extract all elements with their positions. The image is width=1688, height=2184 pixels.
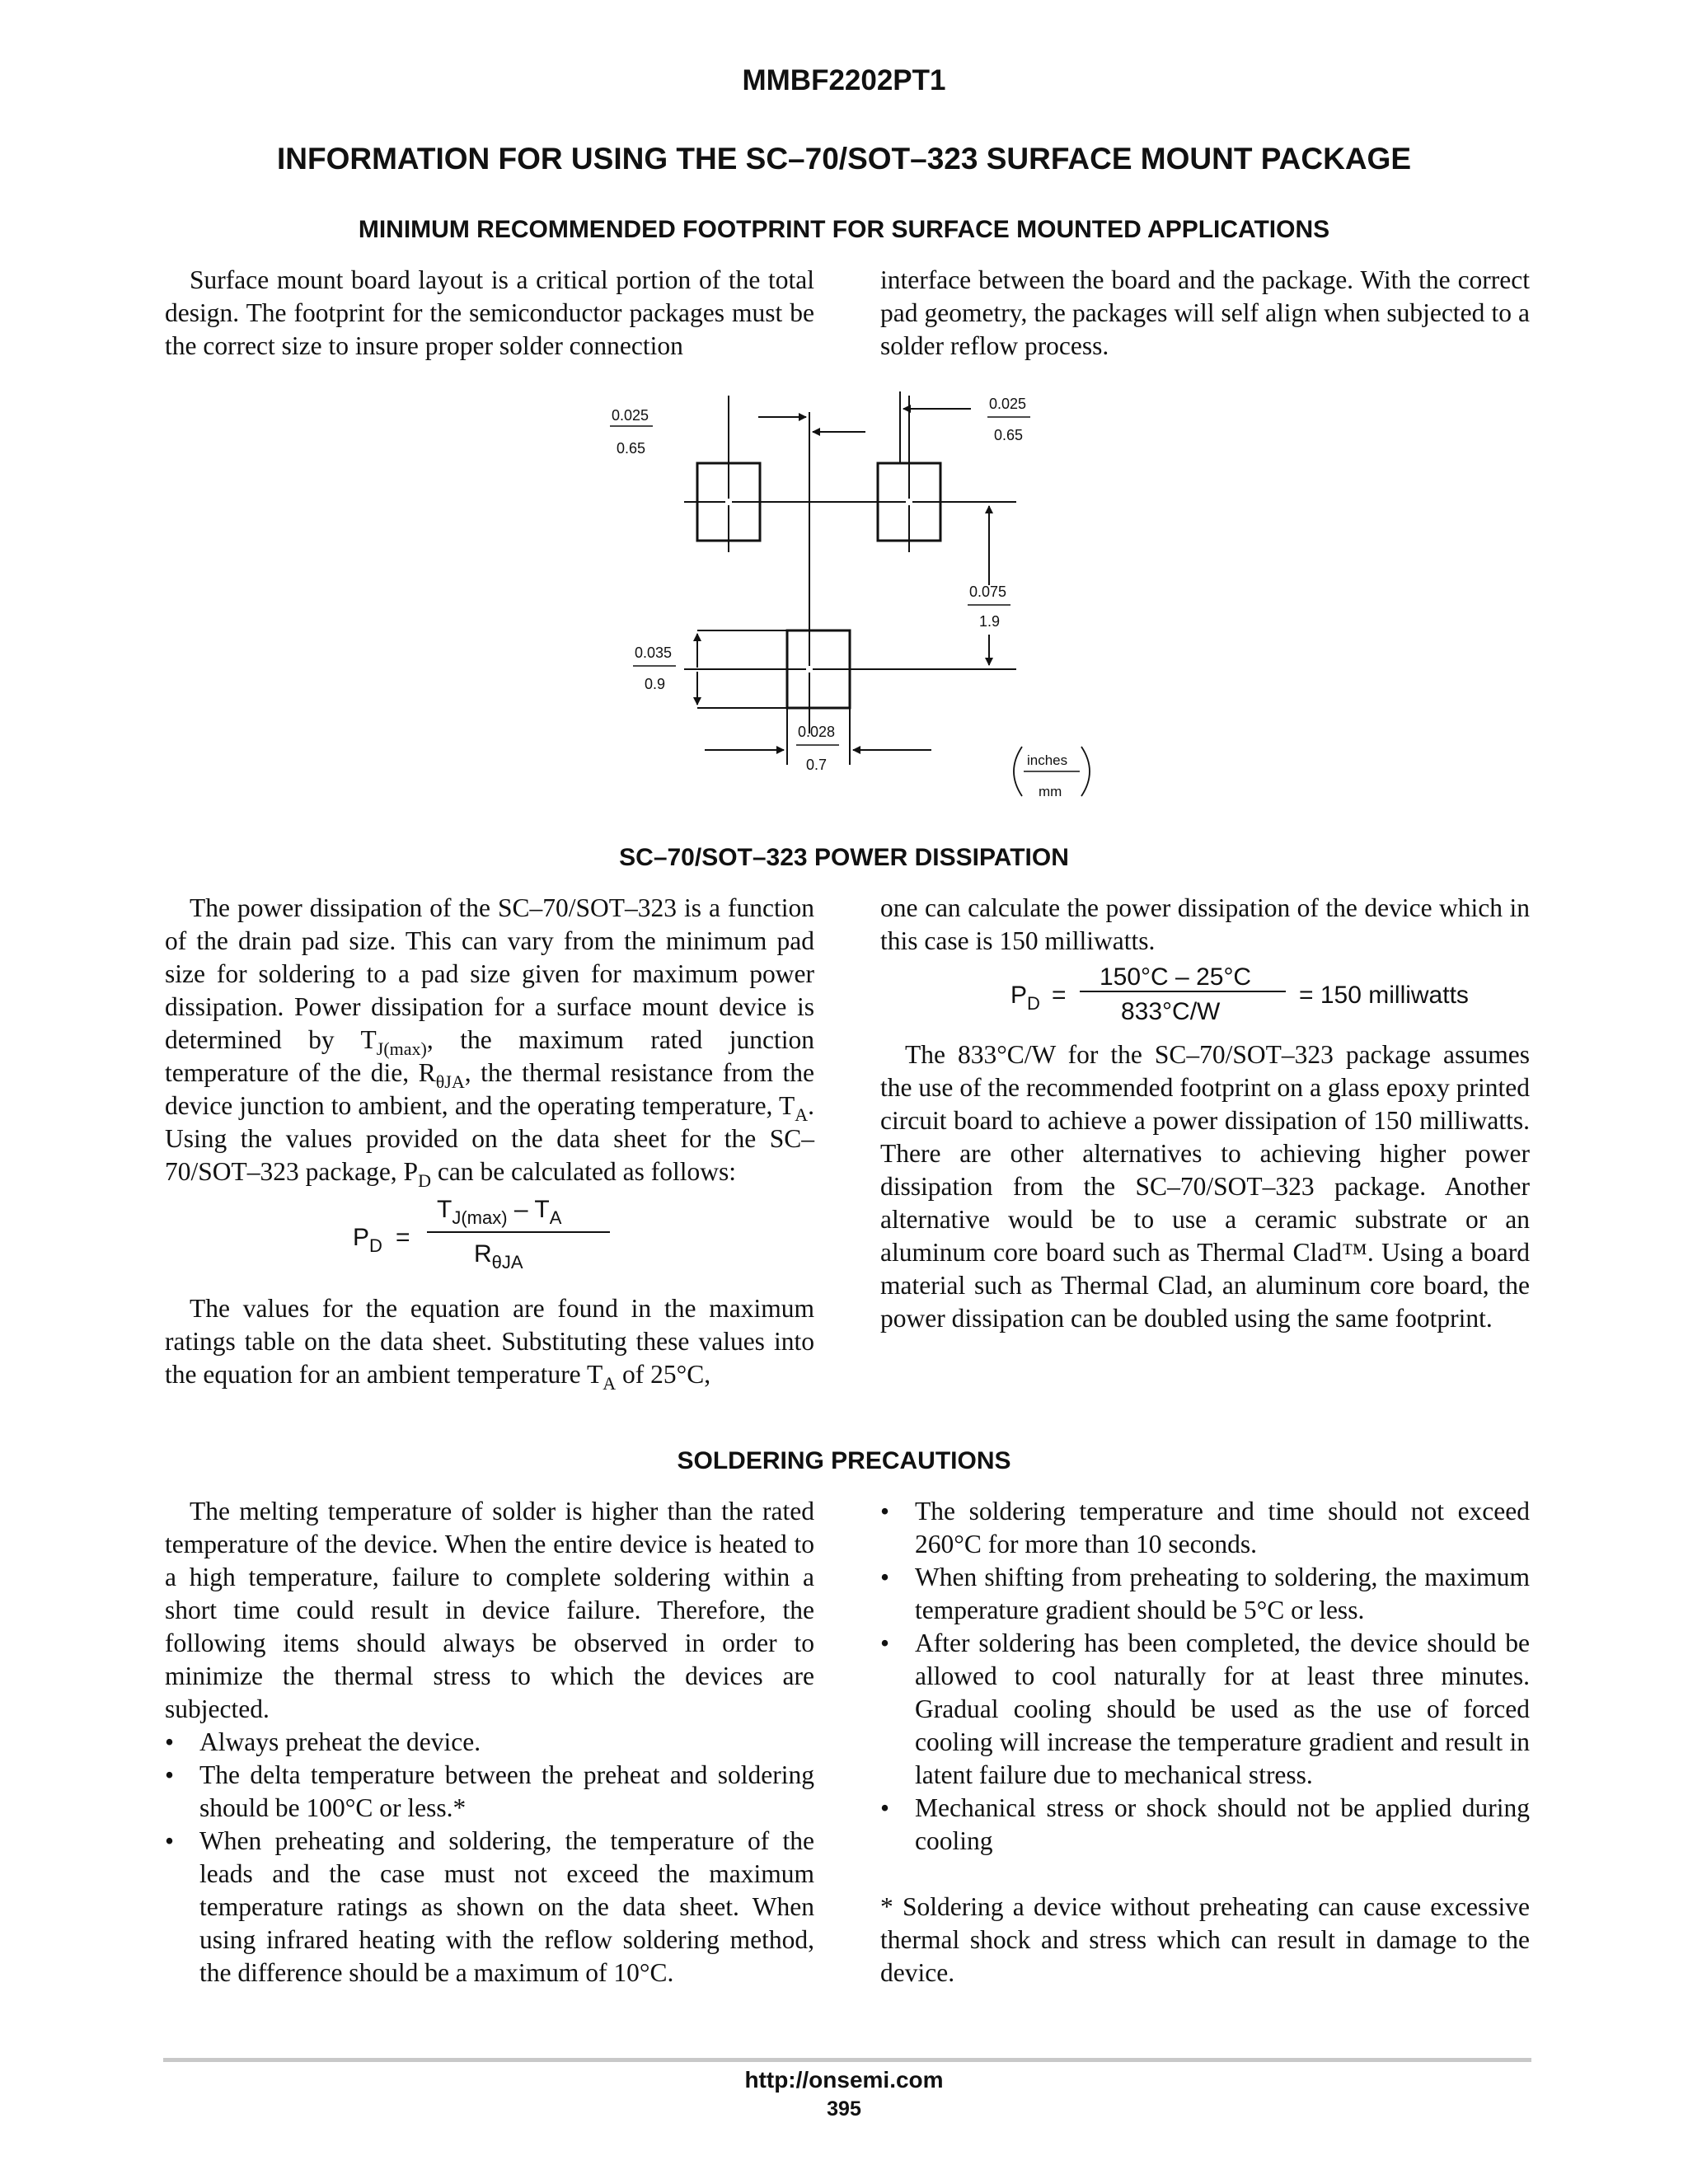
- list-item: [880, 1627, 1530, 1792]
- eq2-fraction-bar: [1080, 991, 1286, 992]
- eq2-lhs: $P_D$: [1010, 982, 1040, 1014]
- list-item: [165, 1825, 814, 1990]
- eq1-denominator: $R_{\theta JA}$: [474, 1240, 523, 1272]
- list-item: [880, 1561, 1530, 1627]
- units-paren-right: [1081, 747, 1090, 796]
- list-item: [880, 1792, 1530, 1858]
- pitch-right-inches: 0.025: [989, 396, 1027, 412]
- power-heading: SC–70/SOT–323 POWER DISSIPATION: [619, 844, 1069, 871]
- equation-pd-general: [165, 1188, 814, 1287]
- eq1-numerator: $T_{J(max)} - T_A$: [437, 1196, 562, 1228]
- footprint-diagram: [593, 387, 1104, 816]
- units-mm: mm: [1039, 784, 1062, 799]
- pad-width-mm: 0.7: [806, 757, 828, 773]
- bullet-icon: •: [165, 1826, 175, 1855]
- page-number: 395: [827, 2097, 861, 2121]
- units-paren-left: [1014, 747, 1022, 796]
- pad-height-inches: 0.035: [635, 644, 673, 661]
- power-right-paragraph-2: The 833°C/W for the SC–70/SOT–323 package assumes the use of the recommended footprint on a glass epoxy printed circuit board to achieve a power dissipation of 150 milliwatts. There are other alternatives to achieving higher power dissipation from the SC–70/SOT–323 package. Another alternative would be to use a ceramic substrate or an aluminum core board such as Thermal Clad™. Using a board material such as Thermal Clad, an aluminum core board, the power dissipation can be doubled using the same footprint.: [880, 1040, 1530, 1333]
- list-item-text: The soldering temperature and time should not exceed 260°C for more than 10 seconds.: [915, 1497, 1530, 1558]
- power-left-paragraph-2: The values for the equation are found in the maximum ratings table on the data sheet. Substituting these values into the equation for an ambient temperature $T_A$ of 25°C,: [165, 1294, 814, 1394]
- bullet-icon: •: [165, 1727, 175, 1756]
- footprint-heading: MINIMUM RECOMMENDED FOOTPRINT FOR SURFACE MOUNTED APPLICATIONS: [358, 216, 1330, 243]
- units-inches: inches: [1027, 752, 1068, 768]
- footer-divider: [163, 2058, 1531, 2062]
- footer-url-link[interactable]: http://onsemi.com: [744, 2067, 944, 2093]
- footprint-intro-right-text: interface between the board and the package. With the correct pad geometry, the packages will self align when subjected to a solder reflow process.: [880, 265, 1530, 360]
- bullet-icon: •: [880, 1793, 890, 1822]
- row-spacing-mm: 1.9: [979, 613, 1001, 630]
- footprint-intro-right: [880, 264, 1530, 363]
- eq2-result: = 150 milliwatts: [1299, 982, 1469, 1009]
- eq1-lhs: $P_D$: [353, 1224, 382, 1256]
- list-item-text: The delta temperature between the preheat and soldering should be 100°C or less.*: [199, 1760, 814, 1822]
- soldering-footnote: * Soldering a device without preheating can cause excessive thermal shock and stress which can result in damage to the device.: [880, 1892, 1530, 1987]
- bullet-icon: •: [165, 1760, 175, 1789]
- power-left-column: [165, 892, 814, 1394]
- list-item-text: Mechanical stress or shock should not be applied during cooling: [915, 1793, 1530, 1855]
- equation-pd-value: [880, 958, 1530, 1033]
- list-item: [165, 1726, 814, 1759]
- pad-height-mm: 0.9: [645, 676, 666, 692]
- list-item-text: When shifting from preheating to soldering, the maximum temperature gradient should be 5°C or less.: [915, 1563, 1530, 1624]
- soldering-left-column: [165, 1495, 814, 1990]
- soldering-right-column: [880, 1495, 1530, 1990]
- bullet-icon: •: [880, 1497, 890, 1526]
- footprint-intro-left-text: Surface mount board layout is a critical portion of the total design. The footprint for the semiconductor packages must be the correct size to insure proper solder connection: [165, 265, 814, 360]
- eq2-numerator: 150°C – 25°C: [1100, 963, 1252, 991]
- soldering-heading: SOLDERING PRECAUTIONS: [677, 1447, 1011, 1474]
- list-item-text: When preheating and soldering, the temperature of the leads and the case must not exceed the maximum temperature ratings as shown on the data sheet. When using infrared heating with the reflow soldering method, the difference should be a maximum of 10°C.: [199, 1826, 814, 1987]
- pad-width-inches: 0.028: [798, 724, 836, 740]
- pitch-left-mm: 0.65: [617, 440, 646, 457]
- eq1-fraction-bar: [427, 1231, 610, 1233]
- eq2-equals: =: [1052, 982, 1067, 1009]
- pitch-right-mm: 0.65: [994, 427, 1024, 443]
- bullet-icon: •: [880, 1629, 890, 1657]
- list-item-text: Always preheat the device.: [199, 1727, 481, 1756]
- list-item-text: After soldering has been completed, the device should be allowed to cool naturally for at least three minutes. Gradual cooling should be used as the use of forced cooling will increase the temperature gradient and result in latent failure due to mechanical stress.: [915, 1629, 1530, 1789]
- page-title: INFORMATION FOR USING THE SC–70/SOT–323 SURFACE MOUNT PACKAGE: [276, 142, 1411, 176]
- row-spacing-inches: 0.075: [969, 583, 1007, 600]
- power-right-column: [880, 892, 1530, 1335]
- power-right-paragraph-1: one can calculate the power dissipation of the device which in this case is 150 milliwatts.: [880, 893, 1530, 955]
- part-number: MMBF2202PT1: [742, 64, 946, 96]
- list-item: [880, 1495, 1530, 1561]
- soldering-intro: The melting temperature of solder is higher than the rated temperature of the device. When the entire device is heated to a high temperature, failure to complete soldering within a short time could result in device failure. Therefore, the following items should always be observed in order to minimize the thermal stress to which the devices are subjected.: [165, 1497, 814, 1723]
- eq2-denominator: 833°C/W: [1121, 998, 1221, 1025]
- list-item: [165, 1759, 814, 1825]
- pitch-left-inches: 0.025: [612, 407, 649, 424]
- footprint-intro-left: [165, 264, 814, 363]
- bullet-icon: •: [880, 1563, 890, 1591]
- eq1-equals: =: [396, 1224, 410, 1251]
- power-left-paragraph-1: The power dissipation of the SC–70/SOT–323 is a function of the drain pad size. This can vary from the minimum pad size for soldering to a pad size given for maximum power dissipation. Power dissipation for a surface mount device is determined by $T_{J(max)}$, the maximum rated junction temperature of the die, $R_{\theta JA}$, the thermal resistance from the device junction to ambient, and the operating temperature, $T_A$. Using the values provided on the data sheet for the SC–70/SOT–323 package, $P_D$ can be calculated as follows:: [165, 893, 814, 1191]
